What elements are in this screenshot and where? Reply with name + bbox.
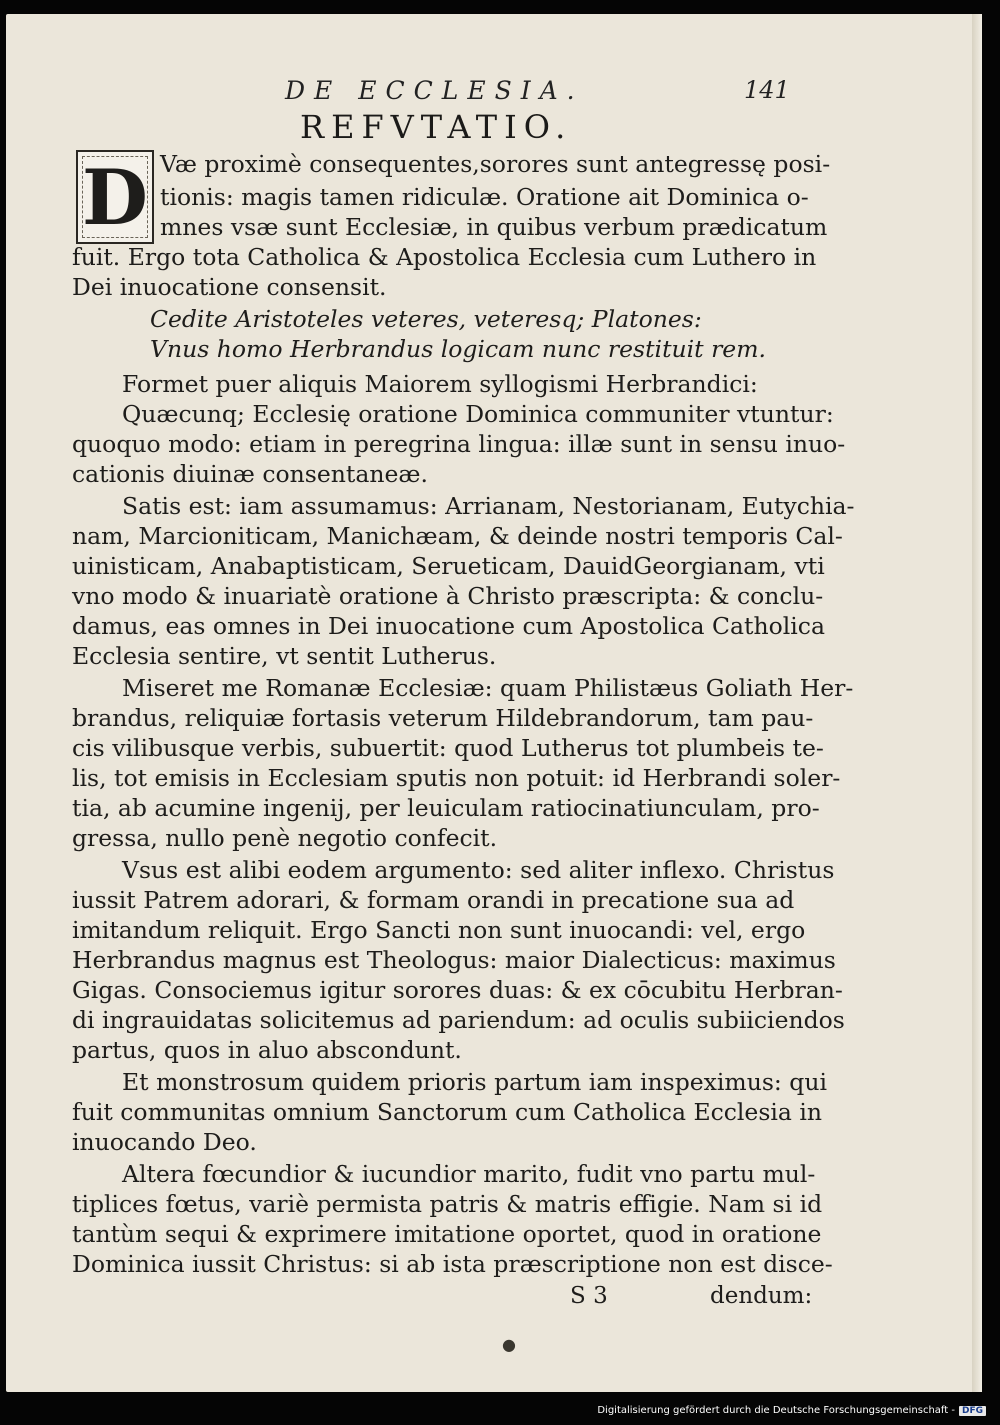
text-line: di ingrauidatas solicitemus ad pariendum: ad oculis subiiciendos xyxy=(72,1006,845,1034)
text-line: Cedite Aristoteles veteres, veteresq; Platones: xyxy=(150,305,702,333)
decorated-initial xyxy=(76,150,154,244)
signature-mark: S 3 xyxy=(570,1283,608,1309)
text-line: brandus, reliquiæ fortasis veterum Hildebrandorum, tam pau- xyxy=(72,704,814,732)
text-line: uinisticam, Anabaptisticam, Serueticam, DauidGeorgianam, vti xyxy=(72,552,825,580)
text-line: Ecclesia sentire, vt sentit Lutherus. xyxy=(72,642,497,670)
initial-letter: D xyxy=(82,152,148,242)
dfg-logo: DFG xyxy=(959,1406,986,1416)
footer-credit xyxy=(597,1405,986,1416)
text-line: imitandum reliquit. Ergo Sancti non sunt inuocandi: vel, ergo xyxy=(72,916,806,944)
text-line: quoquo modo: etiam in peregrina lingua: illæ sunt in sensu inuo- xyxy=(72,430,846,458)
text-line: Formet puer aliquis Maiorem syllogismi Herbrandici: xyxy=(122,370,758,398)
footer-credit-text: Digitalisierung gefördert durch die Deutsche Forschungsgemeinschaft - xyxy=(597,1405,955,1416)
text-line: tia, ab acumine ingenij, per leuiculam ratiocinatiunculam, pro- xyxy=(72,794,820,822)
text-line: tionis: magis tamen ridiculæ. Oratione ait Dominica o- xyxy=(160,183,809,211)
page-number: 141 xyxy=(744,76,790,104)
text-line: Vnus homo Herbrandus logicam nunc restituit rem. xyxy=(150,335,766,363)
text-line: fuit. Ergo tota Catholica & Apostolica Ecclesia cum Luthero in xyxy=(72,243,817,271)
catchword: dendum: xyxy=(710,1283,813,1309)
text-line: lis, tot emisis in Ecclesiam sputis non potuit: id Herbrandi soler- xyxy=(72,764,841,792)
text-line: Vsus est alibi eodem argumento: sed aliter inflexo. Christus xyxy=(122,856,835,884)
text-line: partus, quos in aluo abscondunt. xyxy=(72,1036,462,1064)
text-line: tiplices fœtus, variè permista patris & matris effigie. Nam si id xyxy=(72,1190,823,1218)
section-heading: REFVTATIO. xyxy=(300,108,573,146)
text-line: vno modo & inuariatè oratione à Christo præscripta: & conclu- xyxy=(72,582,824,610)
text-line: iussit Patrem adorari, & formam orandi in precatione sua ad xyxy=(72,886,795,914)
page-edge xyxy=(972,14,982,1392)
page-dot: ● xyxy=(502,1335,516,1354)
text-line: cationis diuinæ consentaneæ. xyxy=(72,460,428,488)
text-line: nam, Marcioniticam, Manichæam, & deinde nostri temporis Cal- xyxy=(72,522,843,550)
text-line: Et monstrosum quidem prioris partum iam inspeximus: qui xyxy=(122,1068,827,1096)
text-line: Miseret me Romanæ Ecclesiæ: quam Philistæus Goliath Her- xyxy=(122,674,854,702)
text-line: Herbrandus magnus est Theologus: maior Dialecticus: maximus xyxy=(72,946,836,974)
text-line: Satis est: iam assumamus: Arrianam, Nestorianam, Eutychia- xyxy=(122,492,855,520)
text-line: fuit communitas omnium Sanctorum cum Catholica Ecclesia in xyxy=(72,1098,823,1126)
text-line: Dominica iussit Christus: si ab ista præscriptione non est disce- xyxy=(72,1250,833,1278)
text-line: Gigas. Consociemus igitur sorores duas: & ex cōcubitu Herbran- xyxy=(72,976,843,1004)
text-line: damus, eas omnes in Dei inuocatione cum Apostolica Catholica xyxy=(72,612,825,640)
text-line: cis vilibusque verbis, subuertit: quod Lutherus tot plumbeis te- xyxy=(72,734,824,762)
text-line: mnes vsæ sunt Ecclesiæ, in quibus verbum prædicatum xyxy=(160,213,828,241)
running-title: DE ECCLESIA. xyxy=(285,76,584,105)
text-line: Quæcunq; Ecclesię oratione Dominica communiter vtuntur: xyxy=(122,400,834,428)
text-line: inuocando Deo. xyxy=(72,1128,257,1156)
text-line: Dei inuocatione consensit. xyxy=(72,273,387,301)
text-line: Væ proximè consequentes,sorores sunt antegressę posi- xyxy=(160,150,831,178)
text-line: gressa, nullo penè negotio confecit. xyxy=(72,824,498,852)
text-line: tantùm sequi & exprimere imitatione oportet, quod in oratione xyxy=(72,1220,822,1248)
text-line: Altera fœcundior & iucundior marito, fudit vno partu mul- xyxy=(122,1160,816,1188)
